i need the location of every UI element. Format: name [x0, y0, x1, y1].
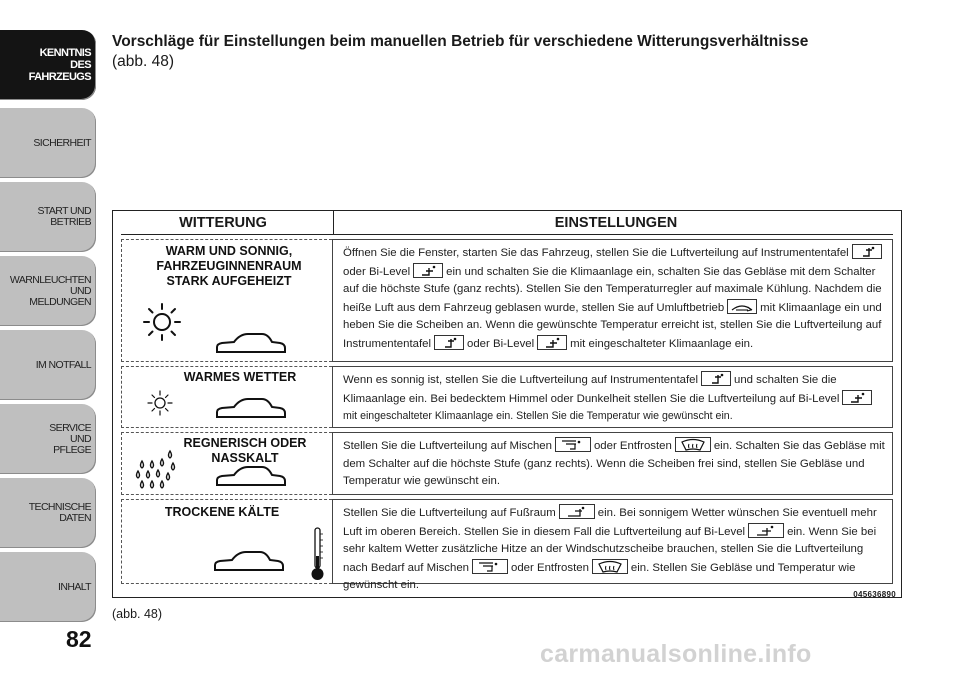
- table-row: [121, 239, 893, 362]
- page-number: 82: [66, 626, 92, 652]
- panel-vent-icon: [852, 244, 882, 259]
- bi-level-icon: [537, 335, 567, 350]
- tab-sicherheit[interactable]: SICHERHEIT: [0, 108, 96, 178]
- thermometer-icon: [310, 526, 326, 582]
- condition-cell: [121, 499, 332, 584]
- condition-label: REGNERISCH ODER NASSKALT: [183, 436, 307, 465]
- sun-icon: [140, 300, 184, 344]
- bi-level-icon: [413, 263, 443, 278]
- car-icon: [214, 463, 288, 491]
- header-einstellungen: EINSTELLUNGEN: [554, 215, 678, 231]
- table-row: [121, 432, 893, 495]
- bi-level-icon: [748, 523, 784, 538]
- floor-vent-icon: [559, 504, 595, 519]
- tab-technische-daten[interactable]: TECHNISCHE DATEN: [0, 478, 96, 548]
- car-icon: [212, 548, 286, 576]
- car-icon: [214, 330, 288, 358]
- header-divider: [333, 211, 334, 235]
- panel-vent-icon: [701, 371, 731, 386]
- condition-cell: [121, 366, 332, 428]
- settings-cell: Stellen Sie die Luftverteilung auf Fußraum ein. Bei sonnigem Wetter wünschen Sie eventuell mehr Luft im oberen Bereich. Stellen Sie in diesem Fall die Luftverteilung auf Bi-Level ein. Wenn Sie bei sehr kaltem Wetter zusätzliche Hitze an der Windschutzscheibe brauchen, stellen Sie die Luftverteilung nach Bedarf auf Mischen oder Entfrosten ein. Stellen Sie Gebläse und Temperatur wie gewünscht ein.: [332, 499, 893, 584]
- section-title-text: Vorschläge für Einstellungen beim manuellen Betrieb für verschiedene Witterungsverhältnisse: [112, 33, 809, 50]
- tab-start-und-betrieb[interactable]: START UND BETRIEB: [0, 182, 96, 252]
- car-icon: [214, 395, 288, 423]
- settings-cell: Stellen Sie die Luftverteilung auf Mischen oder Entfrosten ein. Schalten Sie das Gebläse mit dem Schalter auf die höchste Stufe (ganz rechts). Wenn die Scheiben frei sind, stellen Sie Gebläse und Temperatur wie gewünscht ein.: [332, 432, 893, 495]
- figure-reference: (abb. 48): [112, 53, 175, 70]
- condition-label: TROCKENE KÄLTE: [164, 505, 280, 519]
- condition-label: WARM UND SONNIG, FAHRZEUGINNENRAUM STARK AUFGEHEIZT: [156, 244, 302, 288]
- tab-kenntnis-des-fahrzeugs[interactable]: KENNTNIS DES FAHRZEUGS: [0, 30, 96, 100]
- tab-warnleuchten[interactable]: WARNLEUCHTEN UND MELDUNGEN: [0, 256, 96, 326]
- mix-mode-icon: [555, 437, 591, 452]
- condition-cell: [121, 239, 332, 362]
- tab-service-und-pflege[interactable]: SERVICE UND PFLEGE: [0, 404, 96, 474]
- watermark: carmanualsonline.info: [540, 640, 812, 668]
- table-row: [121, 499, 893, 591]
- image-code: 045636890: [853, 590, 896, 599]
- section-title: [112, 32, 932, 72]
- figure-caption: (abb. 48): [112, 607, 163, 621]
- sun-icon: [144, 387, 176, 419]
- defrost-icon: [592, 559, 628, 574]
- header-witterung: WITTERUNG: [179, 215, 267, 231]
- settings-cell: Wenn es sonnig ist, stellen Sie die Luftverteilung auf Instrumententafel und schalten Sie die Klimaanlage ein. Bei bedecktem Himmel oder Dunkelheit stellen Sie die Luftverteilung auf Bi-Level mit eingeschalteter Klimaanlage ein. Stellen Sie die Temperatur wie gewünscht ein.: [332, 366, 893, 428]
- tab-inhalt[interactable]: INHALT: [0, 552, 96, 622]
- defrost-icon: [675, 437, 711, 452]
- raindrops-icon: [132, 447, 182, 493]
- condition-cell: [121, 432, 332, 495]
- tab-im-notfall[interactable]: IM NOTFALL: [0, 330, 96, 400]
- condition-label: WARMES WETTER: [183, 370, 297, 384]
- mix-mode-icon: [472, 559, 508, 574]
- header-rule: [121, 234, 893, 235]
- bi-level-icon: [842, 390, 872, 405]
- table-row: [121, 366, 893, 428]
- recirculation-icon: [727, 299, 757, 314]
- settings-cell: Öffnen Sie die Fenster, starten Sie das Fahrzeug, stellen Sie die Luftverteilung auf Instrumententafel oder Bi-Level ein und schalten Sie die Klimaanlage ein, schalten Sie das Gebläse mit dem Schalter auf die höchste Stufe (ganz rechts). Stellen Sie den Temperaturregler auf maximale Kühlung. Nachdem die heiße Luft aus dem Fahrzeug geblasen wurde, stellen Sie auf Umluftbetrieb mit Klimaanlage ein und heben Sie die Scheiben an. Wenn die gewünschte Temperatur erreicht ist, stellen Sie die Luftverteilung auf Instrumententafel oder Bi-Level mit eingeschalteter Klimaanlage ein.: [332, 239, 893, 362]
- settings-table: [112, 210, 902, 598]
- panel-vent-icon: [434, 335, 464, 350]
